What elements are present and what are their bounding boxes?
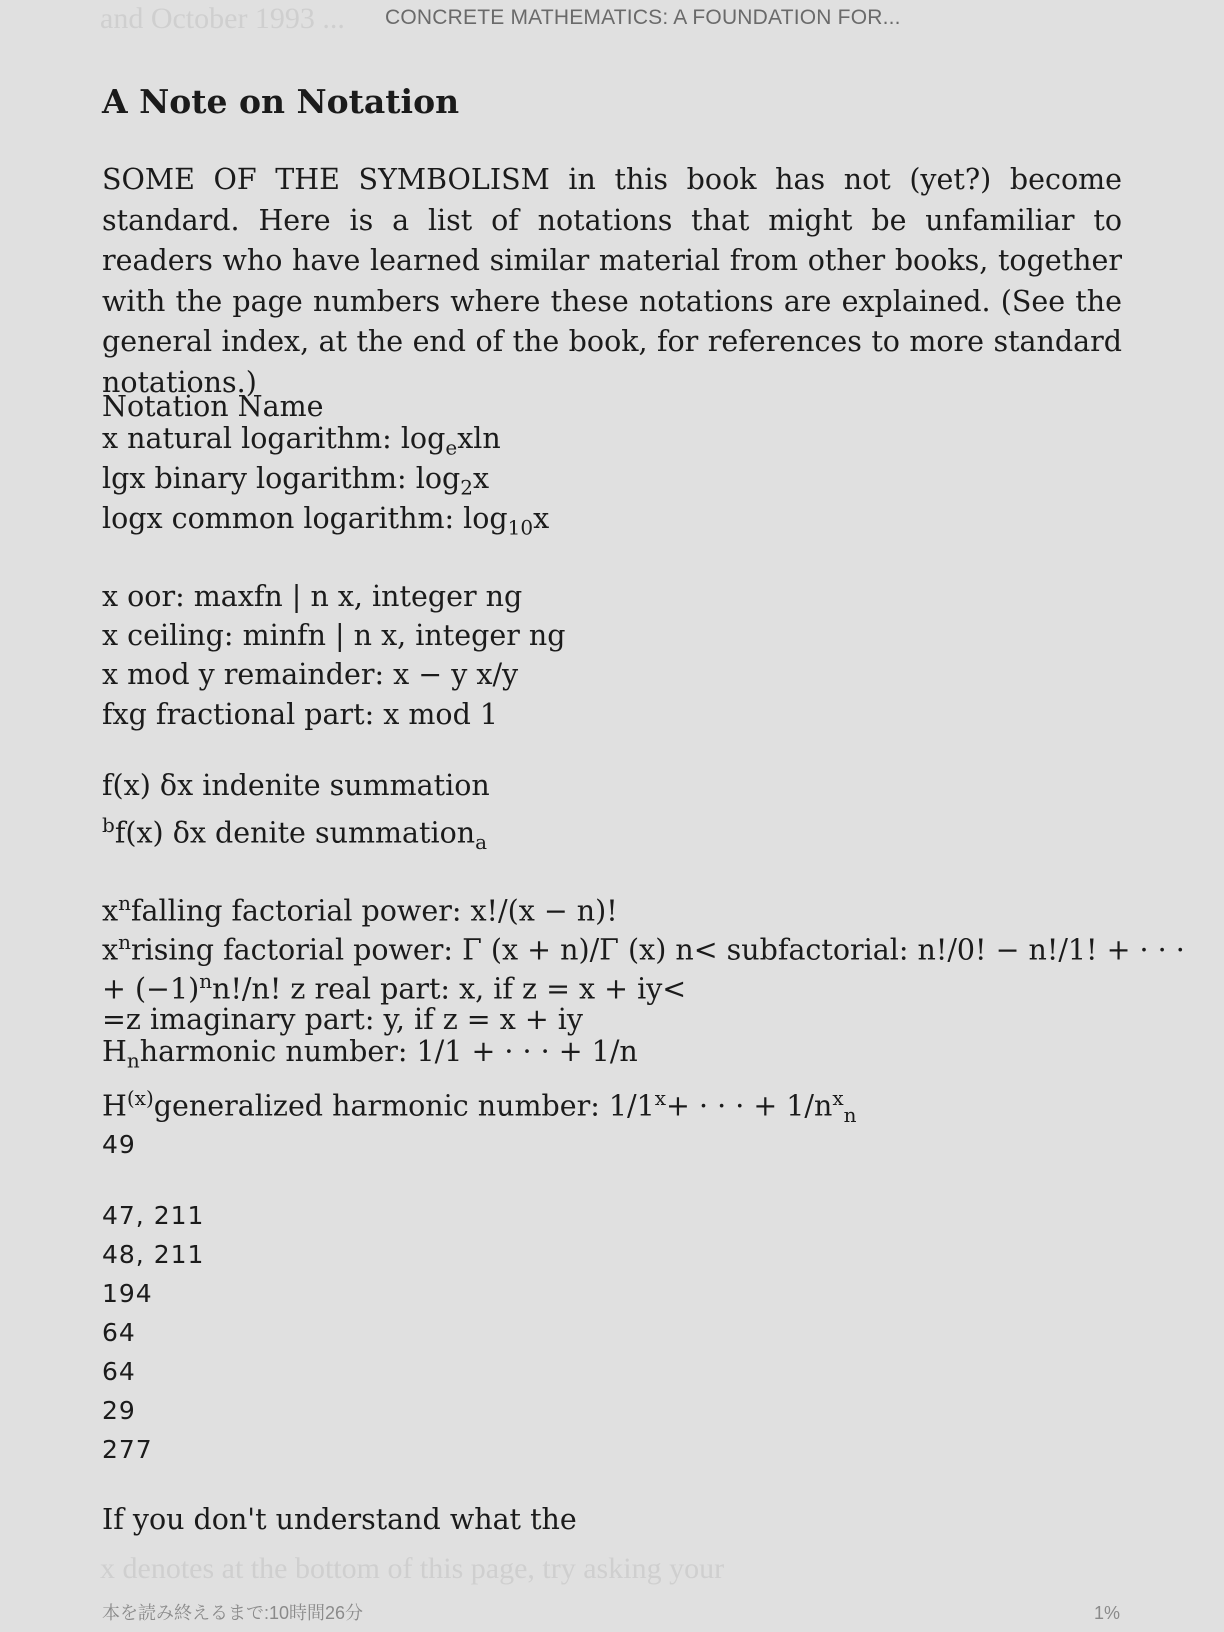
notation-row [102,695,498,735]
subscript: a [475,830,488,855]
page-reference: 47, 211 [102,1201,205,1230]
notation-text: f(x) δx denite summation [114,816,476,850]
notation-text: + (−1) [102,972,200,1006]
notation-text: H [102,1089,127,1123]
faded-next-page-text: x denotes at the bottom of this page, try asking your [100,1552,725,1585]
notation-text: x [533,502,550,535]
notation-row [102,499,549,548]
notation-text: x oor: maxfn | n x, integer ng [102,580,523,613]
notation-text: x [472,462,490,495]
notation-text: =z imaginary part: y, if z = x + iy [102,1003,584,1036]
notation-text: xln [457,422,501,455]
notation-row [102,577,522,617]
superscript: b [102,813,115,837]
notation-text: n!/n! z real part: x, if z = x + iy< [212,972,687,1006]
notation-text: x [102,894,119,928]
notation-text: falling factorial power: x!/(x − n)! [130,894,618,928]
notation-text: x mod y remainder: x − y x/y [102,658,519,691]
page-reference: 277 [102,1435,153,1464]
notation-text: logx common logarithm: log [102,502,508,535]
subscript: n [126,1048,140,1073]
notation-text: f(x) δx indenite summation [102,769,490,802]
time-remaining: 本を読み終えるまで:10時間26分 [102,1603,364,1623]
reading-progress: 1% [1093,1603,1120,1623]
page-reference: 64 [102,1357,136,1386]
page-reference: 48, 211 [102,1240,205,1269]
subscript: e [445,435,458,460]
superscript: n [118,930,131,954]
faded-previous-page-text: and October 1993 ... [100,2,345,35]
notation-text: generalized harmonic number: 1/1 [153,1089,655,1123]
notation-row [102,655,518,695]
running-book-title: CONCRETE MATHEMATICS: A FOUNDATION FOR... [385,6,901,29]
subscript: 2 [460,475,473,500]
notation-text: x [102,933,119,967]
page-reference: 29 [102,1396,136,1425]
superscript: x [832,1086,844,1110]
superscript: n [199,969,213,993]
intro-paragraph: SOME OF THE SYMBOLISM in this book has not (yet?) become standard. Here is a list of notations that might be unfamiliar to readers who have learned similar material from other books, together with the page numbers where these notations are explained. (See the general index, at the end of the book, for references to more standard notations.) [102,163,1122,399]
notation-text: x natural logarithm: log [102,422,446,455]
notation-text: harmonic number: 1/1 + · · · + 1/n [139,1035,638,1068]
subscript: 10 [507,515,534,540]
notation-text: Notation Name [102,390,324,423]
notation-text: lgx binary logarithm: log [102,462,461,495]
page-reference: 64 [102,1318,136,1347]
subscript: n [843,1103,857,1128]
notation-text: rising factorial power: Γ (x + n)/Γ (x) n< subfactorial: n!/0! − n!/1! + · · · [130,933,1185,967]
notation-text: + · · · + 1/n [666,1089,833,1123]
notation-text: H [102,1035,127,1068]
notation-text: fxg fractional part: x mod 1 [102,698,499,731]
superscript: x [654,1086,667,1110]
notation-row [102,616,565,656]
page-reference: 49 [102,1130,136,1159]
page-reference: 194 [102,1279,153,1308]
superscript: n [118,891,131,915]
notation-text: x ceiling: minfn | n x, integer ng [102,619,566,652]
notation-row [102,766,490,806]
notation-row [102,805,487,862]
notation-row [102,1078,857,1135]
notation-row [102,1032,638,1081]
closing-text: If you don't understand what the [102,1503,577,1536]
section-title: A Note on Notation [102,82,460,121]
superscript: (x) [126,1086,154,1110]
